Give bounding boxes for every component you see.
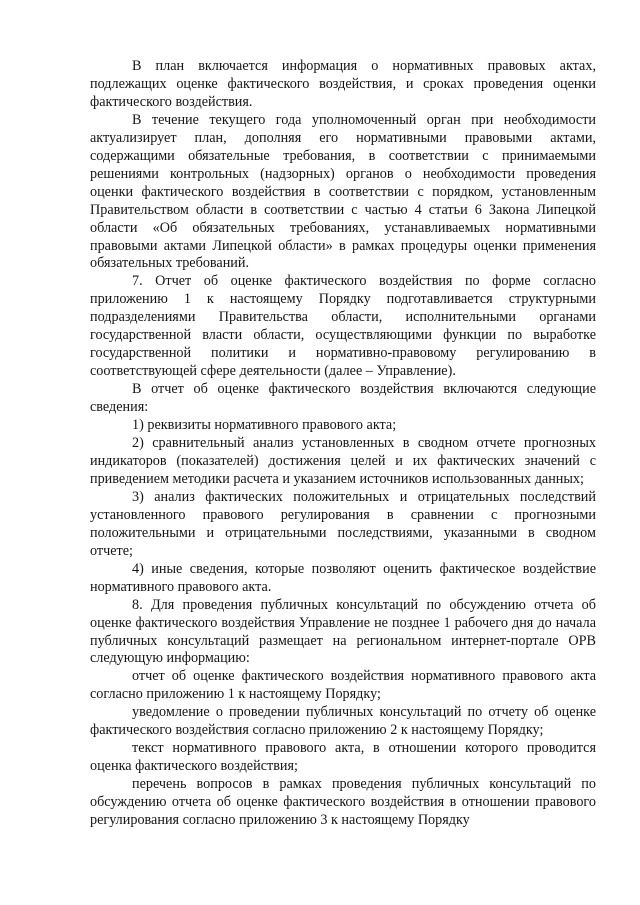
list-item-4: 4) иные сведения, которые позволяют оценить фактическое воздействие нормативного правового акта.: [90, 560, 596, 595]
paragraph-notice-item: уведомление о проведении публичных консультаций по отчету об оценке фактического воздействия согласно приложению 2 к настоящему Порядку;: [90, 704, 596, 739]
paragraph-report-item: отчет об оценке фактического воздействия нормативного правового акта согласно приложению 1 к настоящему Порядку;: [90, 668, 596, 703]
paragraph-act-text-item: текст нормативного правового акта, в отношении которого проводится оценка фактического воздействия;: [90, 740, 596, 775]
paragraph-section-7: 7. Отчет об оценке фактического воздействия по форме согласно приложению 1 к настоящему Порядку подготавливается структурными подразделениями Правительства области, исполнительными органами государственной власти области, осуществляющими функции по выработке государственной политики и нормативно-правовому регулированию в соответствующей сфере деятельности (далее – Управление).: [90, 273, 596, 380]
list-item-2: 2) сравнительный анализ установленных в сводном отчете прогнозных индикаторов (показателей) достижения целей и их фактических значений с приведением методики расчета и указанием источников использованных данных;: [90, 435, 596, 487]
list-item-1: 1) реквизиты нормативного правового акта;: [132, 417, 397, 434]
paragraph-plan-update: В течение текущего года уполномоченный орган при необходимости актуализирует план, дополняя его нормативными правовыми актами, содержащими обязательные требования, в соответствии с принимаемыми решениями контрольных (надзорных) органов о необходимости проведения оценки фактического воздействия в соответствии с порядком, установленным Правительством области в соответствии с частью 4 статьи 6 Закона Липецкой области «Об обязательных требованиях, устанавливаемых нормативными правовыми актами Липецкой области» в рамках процедуры оценки применения обязательных требований.: [90, 111, 596, 272]
paragraph-section-8: 8. Для проведения публичных консультаций по обсуждению отчета об оценке фактического воздействия Управление не позднее 1 рабочего дня до начала публичных консультаций размещает на региональном интернет-портале ОРВ следующую информацию:: [90, 596, 596, 667]
paragraph-questions-item: перечень вопросов в рамках проведения публичных консультаций по обсуждению отчета об оценке фактического воздействия в отношении правового регулирования согласно приложению 3 к настоящему Порядку: [90, 776, 596, 829]
paragraph-report-contents-intro: В отчет об оценке фактического воздействия включаются следующие сведения:: [90, 381, 596, 416]
paragraph-plan-content: В план включается информация о нормативных правовых актах, подлежащих оценке фактического воздействия, и сроках проведения оценки фактического воздействия.: [90, 58, 596, 110]
list-item-3: 3) анализ фактических положительных и отрицательных последствий установленного правового регулирования в сравнении с прогнозными положительными и отрицательными последствиями, указанными в сводном отчете;: [90, 488, 596, 559]
document-body: [90, 58, 596, 830]
